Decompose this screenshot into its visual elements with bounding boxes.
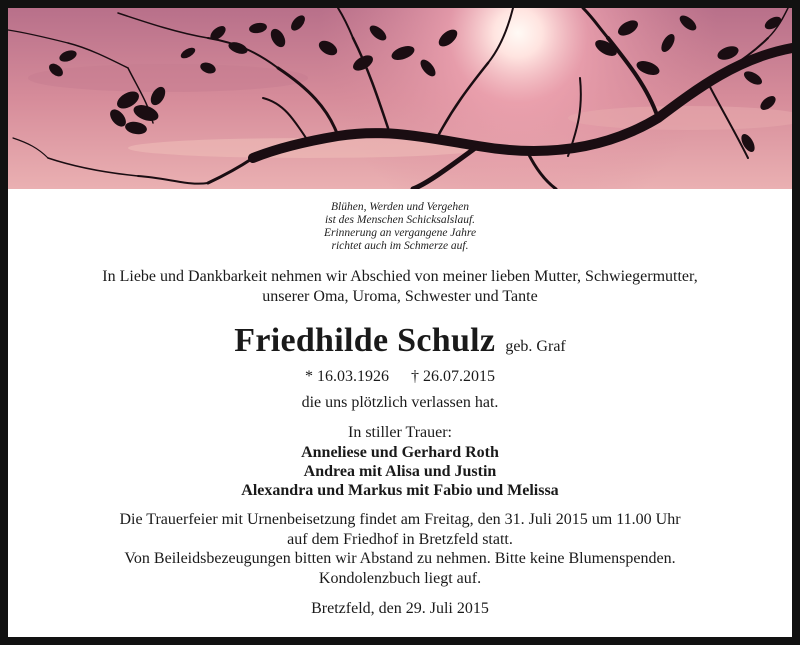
obituary-text — [8, 189, 792, 619]
farewell-intro — [8, 267, 792, 307]
mourner-name: Anneliese und Gerhard Roth — [301, 444, 499, 461]
mourning-heading: In stiller Trauer: — [348, 424, 452, 441]
notice-line: Von Beileidsbezeugungen bitten wir Abstand zu nehmen. Bitte keine Blumenspenden. — [124, 550, 676, 567]
passing-note: die uns plötzlich verlassen hat. — [301, 394, 499, 411]
sunset-branch-photo — [8, 8, 792, 189]
birth-name: geb. Graf — [505, 338, 566, 355]
notice-line: Kondolenzbuch liegt auf. — [318, 569, 482, 587]
death-date: † 26.07.2015 — [411, 368, 495, 385]
funeral-notice — [8, 510, 792, 588]
poem-line: Erinnerung an vergangene Jahre — [323, 227, 477, 239]
deceased-name-line — [8, 323, 792, 365]
notice-line: Die Trauerfeier mit Urnenbeisetzung findet am Freitag, den 31. Juli 2015 um 11.00 Uhr — [119, 511, 681, 528]
poem-line: Blühen, Werden und Vergehen — [331, 201, 469, 213]
place-and-date: Bretzfeld, den 29. Juli 2015 — [311, 600, 489, 617]
birth-date: * 16.03.1926 — [305, 368, 389, 385]
deceased-name: Friedhilde Schulz — [234, 322, 496, 359]
poem — [8, 201, 792, 253]
life-dates — [8, 367, 792, 387]
intro-line: unserer Oma, Uroma, Schwester und Tante — [262, 288, 538, 305]
mourning-block — [8, 423, 792, 500]
mourner-name: Andrea mit Alisa und Justin — [303, 463, 497, 480]
mourner-name: Alexandra und Markus mit Fabio und Melissa — [241, 482, 559, 499]
intro-line: In Liebe und Dankbarkeit nehmen wir Abschied von meiner lieben Mutter, Schwiegermutter, — [102, 268, 698, 285]
mourners-list — [8, 443, 792, 500]
poem-line: ist des Menschen Schicksalslauf. — [324, 214, 476, 226]
notice-line: auf dem Friedhof in Bretzfeld statt. — [287, 530, 513, 548]
poem-line: richtet auch im Schmerze auf. — [331, 240, 469, 252]
